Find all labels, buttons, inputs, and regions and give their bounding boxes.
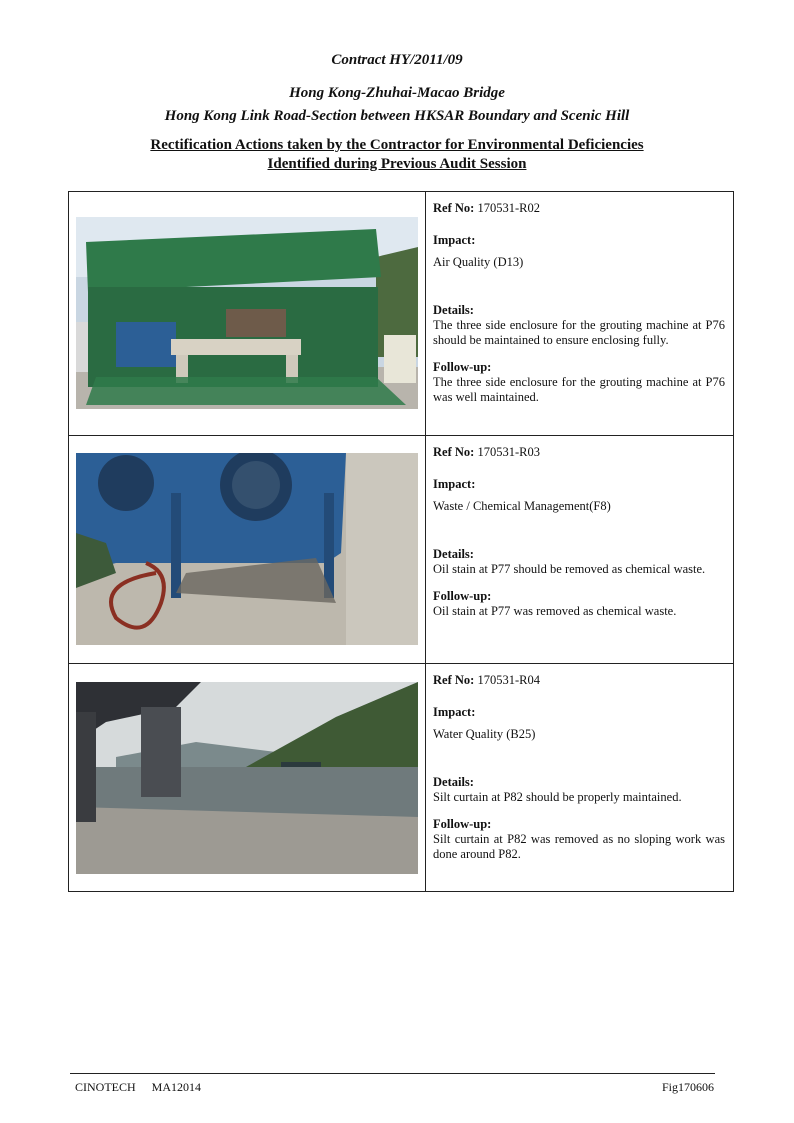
follow-up-label: Follow-up:	[433, 817, 492, 831]
ref-no-label: Ref No:	[433, 201, 475, 215]
follow-up-label: Follow-up:	[433, 360, 492, 374]
document-title-line1: Rectification Actions taken by the Contractor for Environmental Deficiencies	[150, 137, 644, 153]
details-label: Details:	[433, 303, 474, 317]
details-value: Silt curtain at P82 should be properly maintained.	[433, 790, 682, 804]
footer-left	[75, 1080, 217, 1095]
document-title-line2: Identified during Previous Audit Session	[267, 156, 527, 172]
record-details-cell	[426, 192, 734, 436]
site-photo-grouting-enclosure	[76, 217, 418, 409]
impact-label: Impact:	[433, 233, 476, 247]
footer-company: CINOTECH	[75, 1080, 136, 1094]
ref-no-label: Ref No:	[433, 445, 475, 459]
record-details-cell	[426, 436, 734, 664]
deficiency-table	[68, 191, 734, 892]
table-row	[69, 664, 734, 892]
ref-no-label: Ref No:	[433, 673, 475, 687]
impact-label: Impact:	[433, 477, 476, 491]
follow-up-value: Silt curtain at P82 was removed as no sloping work was done around P82.	[433, 832, 725, 861]
ref-no-value: 170531-R04	[477, 673, 540, 687]
ref-no-value: 170531-R02	[477, 201, 540, 215]
project-name-line1: Hong Kong-Zhuhai-Macao Bridge	[289, 85, 505, 101]
impact-value: Air Quality (D13)	[433, 255, 524, 269]
follow-up-value: The three side enclosure for the grouting machine at P76 was well maintained.	[433, 375, 725, 404]
details-label: Details:	[433, 547, 474, 561]
details-value: Oil stain at P77 should be removed as chemical waste.	[433, 562, 706, 576]
photo-cell	[69, 436, 426, 664]
details-label: Details:	[433, 775, 474, 789]
impact-value: Waste / Chemical Management(F8)	[433, 499, 611, 513]
ref-no-value: 170531-R03	[477, 445, 540, 459]
impact-value: Water Quality (B25)	[433, 727, 536, 741]
site-photo-oil-stain	[76, 453, 418, 645]
footer-report-id: MA12014	[151, 1080, 202, 1094]
site-photo-silt-curtain	[76, 682, 418, 874]
follow-up-value: Oil stain at P77 was removed as chemical waste.	[433, 604, 677, 618]
details-value: The three side enclosure for the grouting machine at P76 should be maintained to ensure enclosing fully.	[433, 318, 725, 347]
follow-up-label: Follow-up:	[433, 589, 492, 603]
photo-cell	[69, 664, 426, 892]
project-name-line2: Hong Kong Link Road-Section between HKSAR Boundary and Scenic Hill	[164, 108, 630, 124]
record-details-cell	[426, 664, 734, 892]
footer-figure-id: Fig170606	[661, 1080, 714, 1094]
contract-number: Contract HY/2011/09	[331, 52, 463, 68]
impact-label: Impact:	[433, 705, 476, 719]
table-row	[69, 192, 734, 436]
photo-cell	[69, 192, 426, 436]
footer-divider	[70, 1073, 715, 1074]
table-row	[69, 436, 734, 664]
